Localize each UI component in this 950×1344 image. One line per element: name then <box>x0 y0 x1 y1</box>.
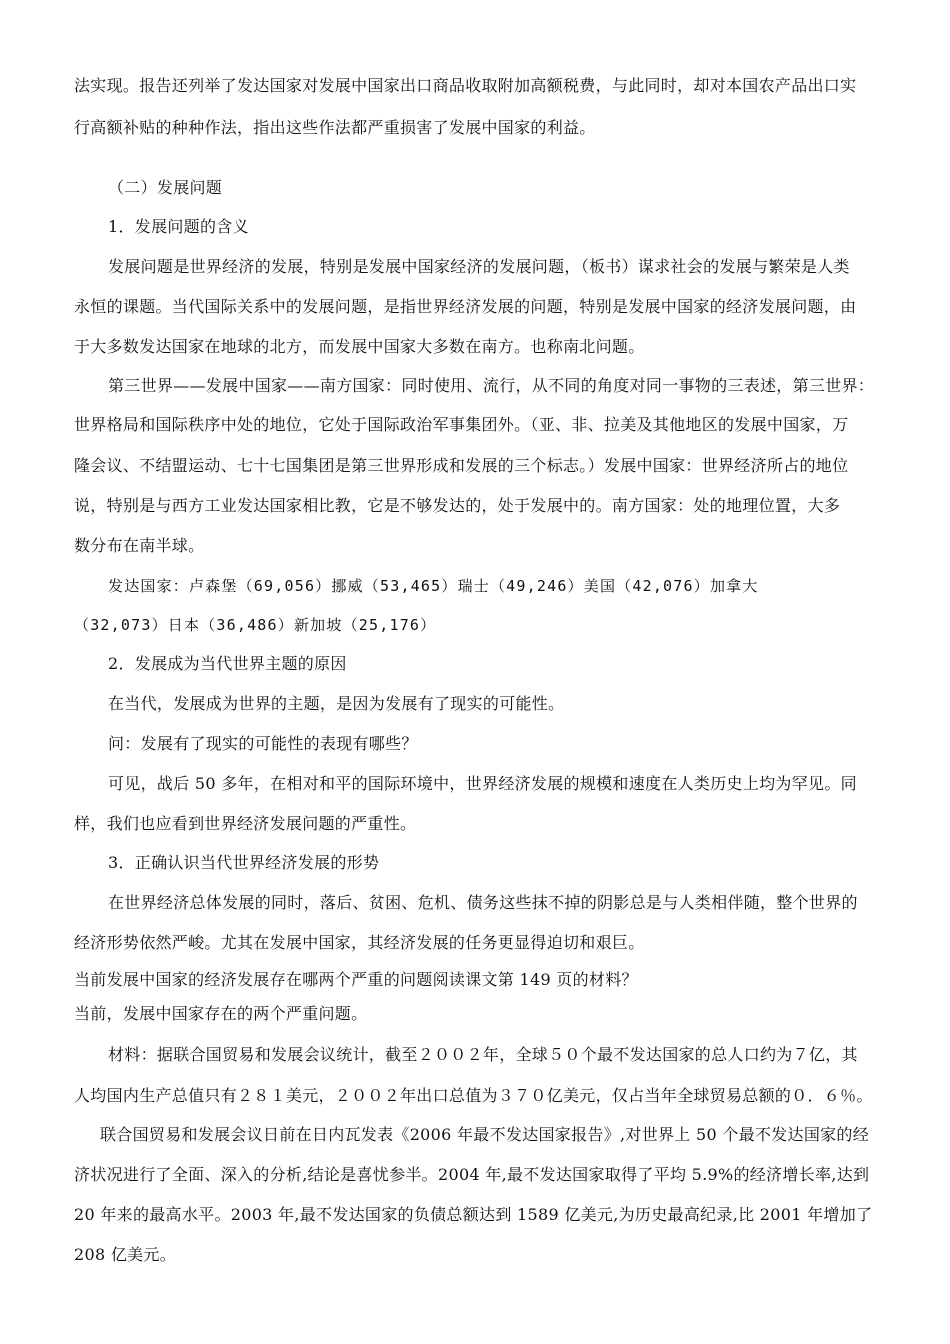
material-line: 材料：据联合国贸易和发展会议统计，截至２００２年，全球５０个最不发达国家的总人口约为７亿，其 <box>108 1045 858 1064</box>
paragraph-line: 说，特别是与西方工业发达国家相比教，它是不够发达的，处于发展中的。南方国家：处的地理位置，大多 <box>74 496 841 515</box>
question-line: 当前发展中国家的经济发展存在哪两个严重的问题阅读课文第 149 页的材料？ <box>74 970 638 989</box>
paragraph-line: 发展问题是世界经济的发展，特别是发展中国家经济的发展问题，（板书）谋求社会的发展与繁荣是人类 <box>108 257 850 276</box>
paragraph-line: 第三世界——发展中国家——南方国家：同时使用、流行，从不同的角度对同一事物的三表述，第三世界： <box>108 376 875 395</box>
subsection-heading: 1．发展问题的含义 <box>108 217 249 236</box>
developed-countries-line: 发达国家：卢森堡（69,056）挪威（53,465）瑞士（49,246）美国（42,076）加拿大 <box>108 577 759 595</box>
paragraph-line: 数分布在南半球。 <box>74 536 205 555</box>
paragraph-line: 可见，战后 50 多年，在相对和平的国际环境中，世界经济发展的规模和速度在人类历史上均为罕见。同 <box>108 774 857 793</box>
paragraph-line: 隆会议、不结盟运动、七十七国集团是第三世界形成和发展的三个标志。）发展中国家：世界经济所占的地位 <box>74 456 849 475</box>
subsection-heading: 3．正确认识当代世界经济发展的形势 <box>108 853 380 872</box>
paragraph-line: 法实现。报告还列举了发达国家对发展中国家出口商品收取附加高额税费，与此同时，却对本国农产品出口实 <box>74 76 857 95</box>
paragraph-line: 样，我们也应看到世界经济发展问题的严重性。 <box>74 814 417 833</box>
paragraph-line: 于大多数发达国家在地球的北方，而发展中国家大多数在南方。也称南北问题。 <box>74 337 645 356</box>
report-line: 20 年来的最高水平。2003 年,最不发达国家的负债总额达到 1589 亿美元,为历史最高纪录,比 2001 年增加了 <box>74 1205 873 1224</box>
report-line: 联合国贸易和发展会议日前在日内瓦发表《2006 年最不发达国家报告》,对世界上 50 个最不发达国家的经 <box>100 1125 870 1144</box>
material-line: 人均国内生产总值只有２８１美元，２００２年出口总值为３７０亿美元，仅占当年全球贸易总额的０．６％。 <box>74 1086 873 1105</box>
paragraph-line: 在当代，发展成为世界的主题，是因为发展有了现实的可能性。 <box>108 694 565 713</box>
subsection-heading: 2．发展成为当代世界主题的原因 <box>108 654 347 673</box>
paragraph-line: 世界格局和国际秩序中处的地位，它处于国际政治军事集团外。（亚、非、拉美及其他地区的发展中国家，万 <box>74 415 849 434</box>
report-line: 济状况进行了全面、深入的分析,结论是喜忧参半。2004 年,最不发达国家取得了平均 5.9%的经济增长率,达到 <box>74 1165 870 1184</box>
paragraph-line: 永恒的课题。当代国际关系中的发展问题，是指世界经济发展的问题，特别是发展中国家的经济发展问题，由 <box>74 297 857 316</box>
paragraph-line: 行高额补贴的种种作法，指出这些作法都严重损害了发展中国家的利益。 <box>74 118 596 137</box>
developed-countries-line: （32,073）日本（36,486）新加坡（25,176） <box>74 616 437 634</box>
report-line: 208 亿美元。 <box>74 1245 177 1264</box>
question-line: 问：发展有了现实的可能性的表现有哪些？ <box>108 734 418 753</box>
paragraph-line: 在世界经济总体发展的同时，落后、贫困、危机、债务这些抹不掉的阴影总是与人类相伴随，整个世界的 <box>108 893 858 912</box>
paragraph-line: 经济形势依然严峻。尤其在发展中国家，其经济发展的任务更显得迫切和艰巨。 <box>74 933 645 952</box>
paragraph-line: 当前，发展中国家存在的两个严重问题。 <box>74 1004 368 1023</box>
section-heading: （二）发展问题 <box>108 178 223 197</box>
